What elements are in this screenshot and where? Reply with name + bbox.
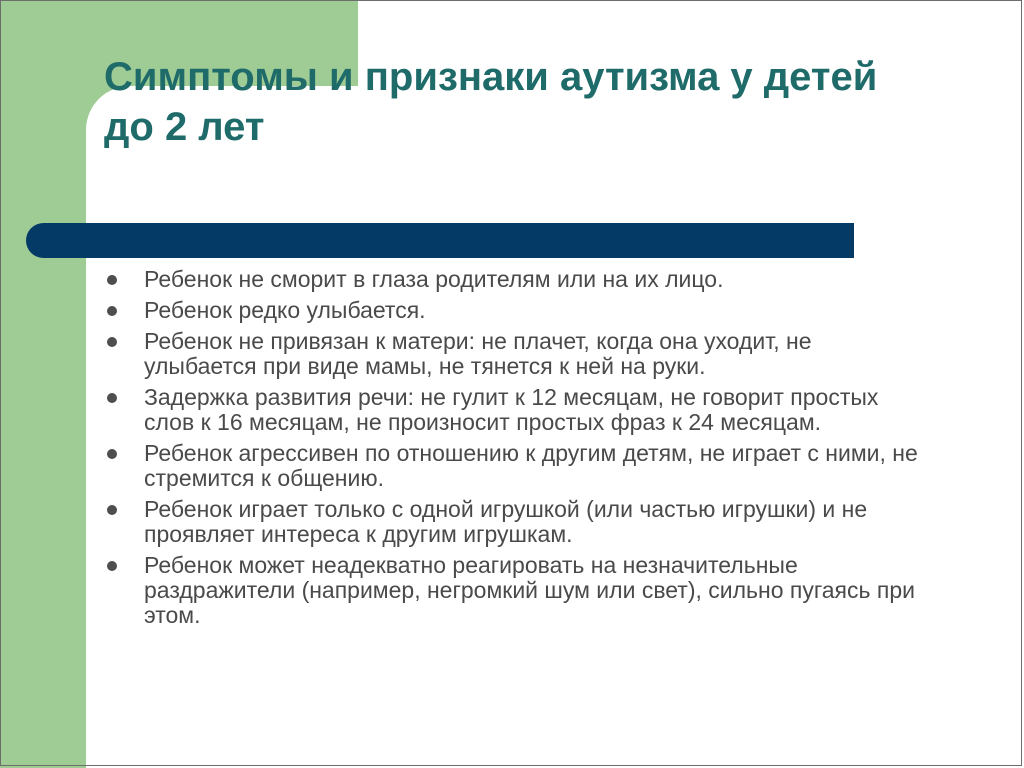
bullet-dot-icon: [107, 337, 117, 347]
bullet-text: Ребенок может неадекватно реагировать на незначительные раздражители (например, негромкий шум или свет), сильно пугаясь при этом.: [144, 552, 915, 628]
bullet-item: [104, 385, 924, 435]
bullet-item: [104, 441, 924, 491]
bullet-dot-icon: [107, 393, 117, 403]
bullet-dot-icon: [107, 449, 117, 459]
bullet-text: Ребенок играет только с одной игрушкой (или частью игрушки) и не проявляет интереса к другим игрушкам.: [144, 496, 868, 547]
title-divider-bar: [26, 223, 854, 258]
bullet-list: [104, 267, 924, 634]
bullet-text: Ребенок агрессивен по отношению к другим детям, не играет с ними, не стремится к общению.: [144, 440, 918, 491]
bullet-text: Задержка развития речи: не гулит к 12 месяцам, не говорит простых слов к 16 месяцам, не произносит простых фраз к 24 месяцам.: [144, 384, 879, 435]
bullet-item: [104, 329, 924, 379]
bullet-dot-icon: [107, 306, 117, 316]
bullet-text: Ребенок не привязан к матери: не плачет, когда она уходит, не улыбается при виде мамы, не тянется к ней на руки.: [144, 328, 812, 379]
bullet-text: Ребенок редко улыбается.: [144, 297, 426, 323]
bullet-item: [104, 497, 924, 547]
bullet-item: [104, 553, 924, 628]
slide-title: Симптомы и признаки аутизма у детей до 2 лет: [104, 55, 878, 149]
bullet-item: [104, 298, 924, 323]
bullet-text: Ребенок не сморит в глаза родителям или на их лицо.: [144, 266, 724, 292]
bullet-item: [104, 267, 924, 292]
bullet-dot-icon: [107, 275, 117, 285]
bullet-dot-icon: [107, 561, 117, 571]
bullet-dot-icon: [107, 505, 117, 515]
